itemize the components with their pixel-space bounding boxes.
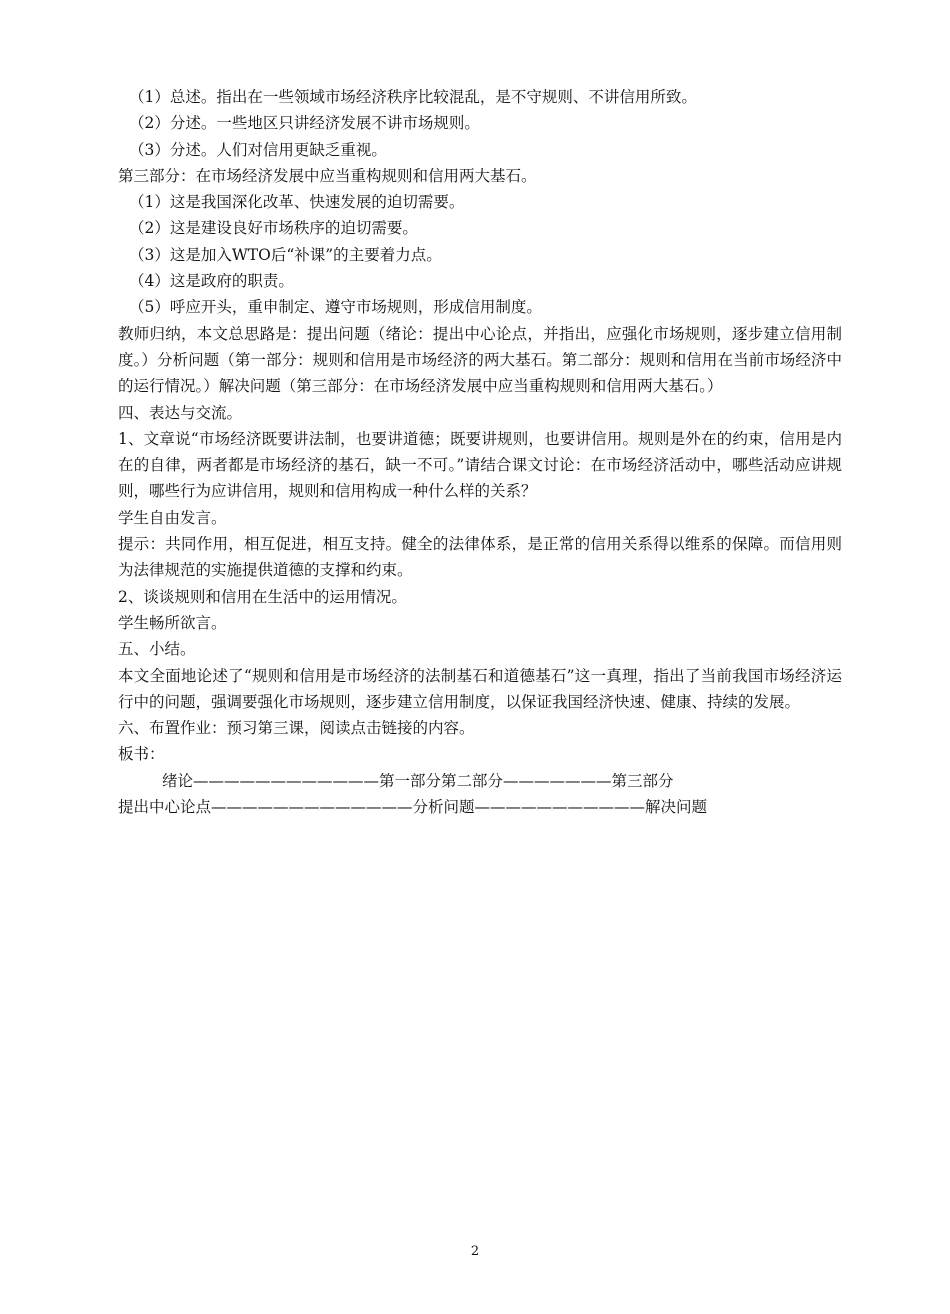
summary-body: 本文全面地论述了“规则和信用是市场经济的法制基石和道德基石”这一真理，指出了当前我国市场经济运行中的问题，强调要强化市场规则，逐步建立信用制度，以保证我国经济快速、健康、持续的发展。: [118, 666, 842, 711]
outline-3-1: （1）这是我国深化改革、快速发展的迫切需要。: [129, 193, 465, 212]
students-speak: 学生自由发言。: [118, 508, 227, 527]
teacher-summary: 教师归纳，本文总思路是：提出问题（绪论：提出中心论点，并指出，应强化市场规则，逐步建立信用制度。）分析问题（第一部分：规则和信用是市场经济的两大基石。第二部分：规则和信用在当前市场经济中的运行情况。）解决问题（第三部分：在市场经济发展中应当重构规则和信用两大基石。）: [118, 324, 842, 396]
outline-3-5: （5）呼应开头，重申制定、遵守市场规则，形成信用制度。: [129, 298, 542, 317]
outline-3-2: （2）这是建设良好市场秩序的迫切需要。: [129, 219, 418, 238]
question-2: 2、谈谈规则和信用在生活中的运用情况。: [118, 587, 407, 606]
blackboard-line-2: 提出中心论点—————————————分析问题———————————解决问题: [118, 798, 708, 817]
document-page: [118, 84, 842, 820]
section-five-heading: 五、小结。: [118, 640, 196, 659]
outline-2-3: （3）分述。人们对信用更缺乏重视。: [129, 140, 387, 159]
hint: 提示：共同作用，相互促进，相互支持。健全的法律体系，是正常的信用关系得以维系的保障。而信用则为法律规范的实施提供道德的支撑和约束。: [118, 535, 842, 580]
blackboard-line-1: 绪论————————————第一部分第二部分———————第三部分: [162, 771, 674, 790]
outline-3-3: （3）这是加入WTO后“补课”的主要着力点。: [129, 245, 442, 264]
outline-2-1: （1）总述。指出在一些领域市场经济秩序比较混乱，是不守规则、不讲信用所致。: [129, 88, 697, 106]
section-six-homework: 六、布置作业：预习第三课，阅读点击链接的内容。: [118, 719, 475, 738]
students-discuss: 学生畅所欲言。: [118, 613, 227, 632]
page-number: 2: [470, 1244, 480, 1259]
outline-2-2: （2）分述。一些地区只讲经济发展不讲市场规则。: [129, 114, 480, 133]
outline-3-4: （4）这是政府的职责。: [129, 272, 294, 291]
part-three-heading: 第三部分：在市场经济发展中应当重构规则和信用两大基石。: [118, 166, 537, 185]
question-1: 1、文章说“市场经济既要讲法制，也要讲道德；既要讲规则，也要讲信用。规则是外在的约束，信用是内在的自律，两者都是市场经济的基石，缺一不可。”请结合课文讨论：在市场经济活动中，哪些活动应讲规则，哪些行为应讲信用，规则和信用构成一种什么样的关系？: [118, 429, 842, 501]
blackboard-label: 板书：: [118, 745, 165, 764]
section-four-heading: 四、表达与交流。: [118, 403, 243, 422]
